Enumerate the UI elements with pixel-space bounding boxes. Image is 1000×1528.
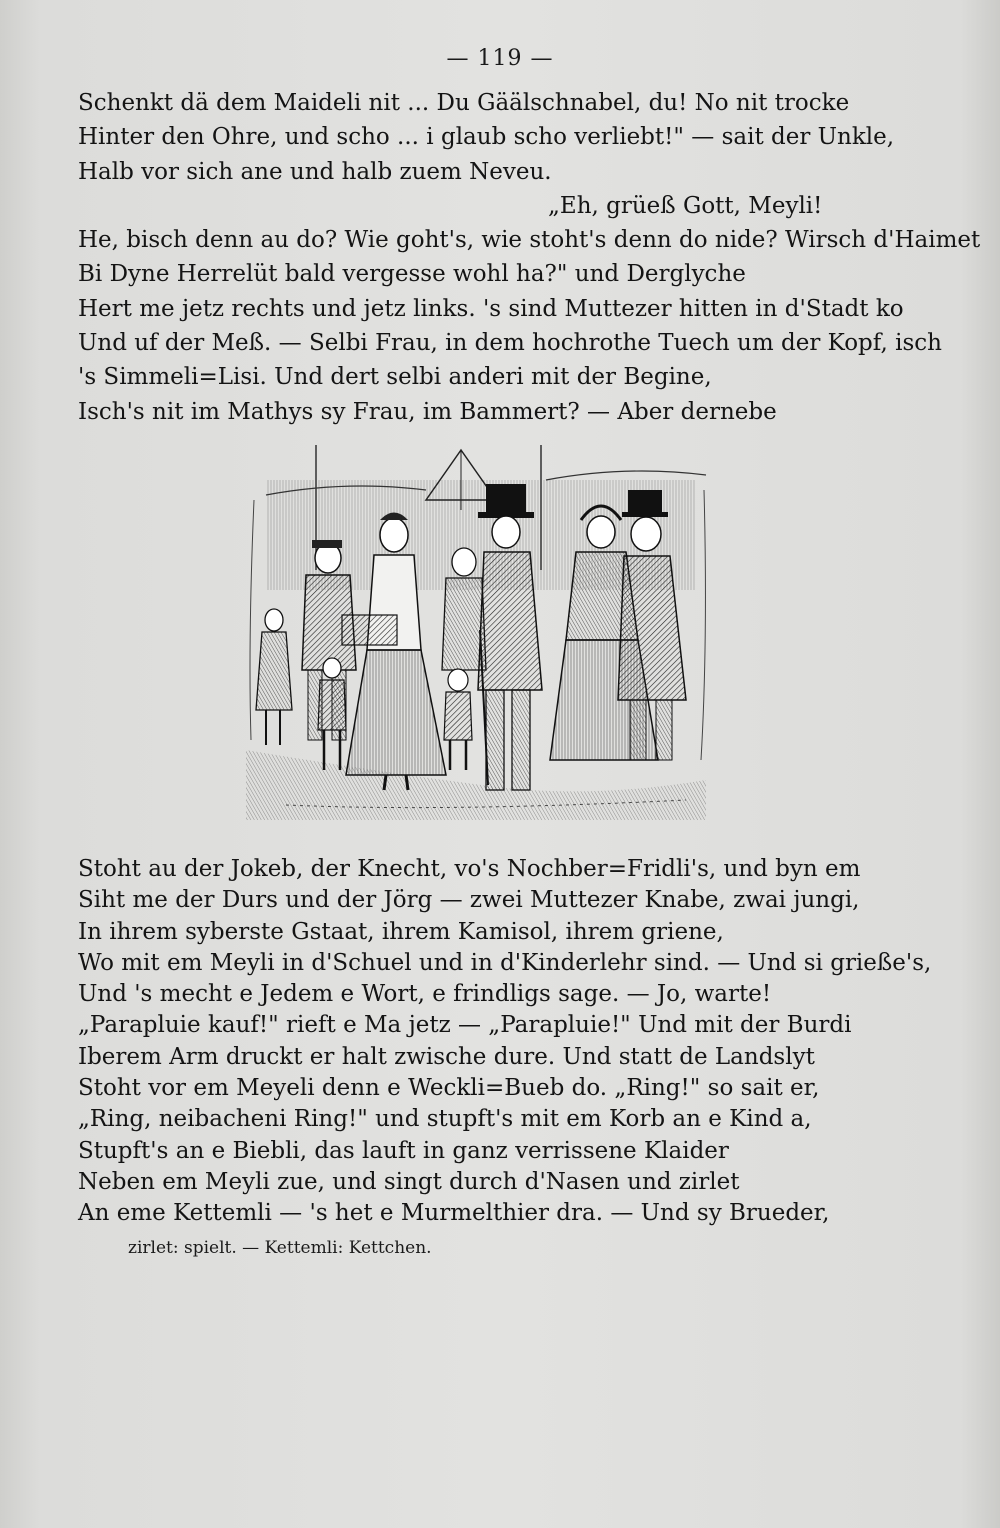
text-line: Halb vor sich ane und halb zuem Neveu.	[78, 158, 552, 185]
text-line: Schenkt dä dem Maideli nit ... Du Gäälschnabel, du! No nit trocke	[78, 90, 850, 116]
text-line: „Ring, neibacheni Ring!" und stupft's mit em Korb an e Kind a,	[78, 1106, 812, 1133]
text-line: „Parapluie kauf!" rieft e Ma jetz — „Parapluie!" Und mit der Burdi	[78, 1012, 852, 1039]
text-line: Hinter den Ohre, und scho ... i glaub scho verliebt!" — sait der Unkle,	[78, 124, 895, 151]
text-line: Neben em Meyli zue, und singt durch d'Nasen und zirlet	[78, 1168, 740, 1195]
text-line: Stoht au der Jokeb, der Knecht, vo's Nochber=Fridli's, und byn em	[78, 856, 861, 882]
text-line: He, bisch denn au do? Wie goht's, wie stoht's denn do nide? Wirsch d'Haimet	[78, 227, 981, 254]
text-line: Bi Dyne Herrelüt bald vergesse wohl ha?" und Derglyche	[78, 261, 746, 288]
text-line: Stupft's an e Biebli, das lauft in ganz verrissene Klaider	[78, 1137, 729, 1164]
text-line: „Eh, grüeß Gott, Meyli!	[548, 192, 823, 219]
text-line: Isch's nit im Mathys sy Frau, im Bammert? — Aber dernebe	[78, 398, 777, 425]
page-number: — 119 —	[446, 46, 554, 71]
text-line: Hert me jetz rechts und jetz links. 's sind Muttezer hitten in d'Stadt ko	[78, 295, 904, 322]
market-scene-engraving	[246, 440, 716, 820]
text-line: Stoht vor em Meyeli denn e Weckli=Bueb do. „Ring!" so sait er,	[78, 1075, 820, 1102]
text-line: Und uf der Meß. — Selbi Frau, in dem hochrothe Tuech um der Kopf, isch	[78, 330, 942, 357]
footnote: zirlet: spielt. — Kettemli: Kettchen.	[128, 1238, 432, 1258]
text-line: Iberem Arm druckt er halt zwische dure. Und statt de Landslyt	[78, 1043, 815, 1070]
text-line: An eme Kettemli — 's het e Murmelthier dra. — Und sy Brueder,	[78, 1200, 830, 1227]
poem-text-top	[78, 86, 981, 429]
poem-text-bottom	[78, 854, 932, 1230]
text-line: Wo mit em Meyli in d'Schuel und in d'Kinderlehr sind. — Und si grieße's,	[78, 949, 932, 976]
text-line: 's Simmeli=Lisi. Und dert selbi anderi mit der Begine,	[78, 364, 712, 391]
text-line: Und 's mecht e Jedem e Wort, e frindligs sage. — Jo, warte!	[78, 981, 772, 1008]
text-line: Siht me der Durs und der Jörg — zwei Muttezer Knabe, zwai jungi,	[78, 887, 860, 914]
text-line: In ihrem syberste Gstaat, ihrem Kamisol, ihrem griene,	[78, 918, 724, 945]
